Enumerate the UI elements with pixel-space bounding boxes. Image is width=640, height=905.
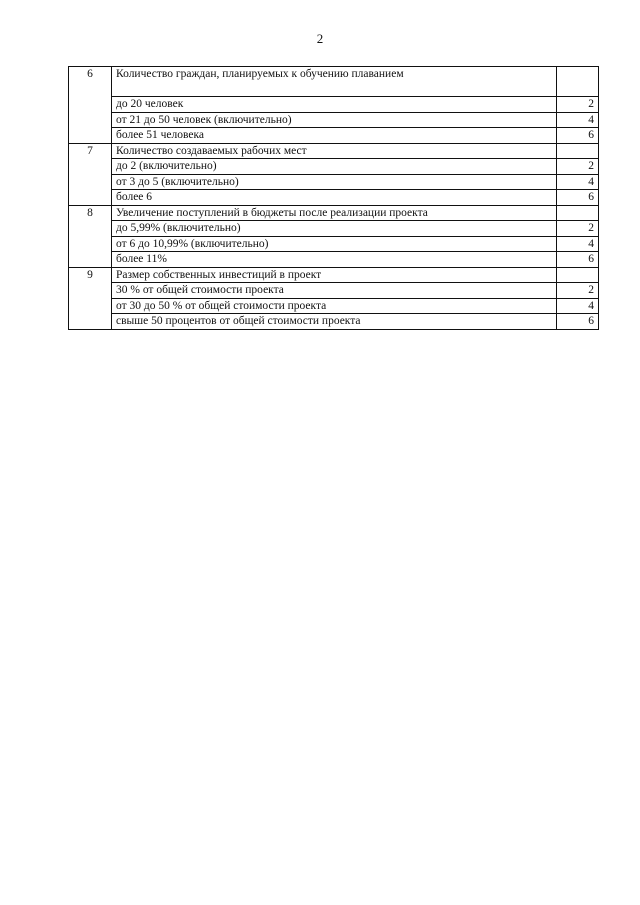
score-cell-empty — [557, 143, 599, 159]
table-row — [69, 190, 599, 206]
score-value: 2 — [557, 221, 599, 237]
criterion-title: Количество граждан, планируемых к обучению плаванием — [112, 67, 557, 97]
criterion-title: Размер собственных инвестиций в проект — [112, 267, 557, 283]
score-cell-empty — [557, 267, 599, 283]
table-row-criterion-title — [69, 67, 599, 97]
table-row — [69, 252, 599, 268]
table-row — [69, 283, 599, 299]
score-value: 2 — [557, 97, 599, 113]
table-row — [69, 314, 599, 330]
score-value: 4 — [557, 112, 599, 128]
score-value: 6 — [557, 190, 599, 206]
criterion-number: 8 — [69, 205, 112, 267]
table-row — [69, 298, 599, 314]
score-value: 4 — [557, 174, 599, 190]
table-row-criterion-title — [69, 143, 599, 159]
score-value: 2 — [557, 283, 599, 299]
option-text: от 30 до 50 % от общей стоимости проекта — [112, 298, 557, 314]
score-cell-empty — [557, 67, 599, 97]
option-text: свыше 50 процентов от общей стоимости проекта — [112, 314, 557, 330]
table-row — [69, 112, 599, 128]
option-text: до 2 (включительно) — [112, 159, 557, 175]
option-text: более 6 — [112, 190, 557, 206]
table-row — [69, 128, 599, 144]
score-value: 6 — [557, 252, 599, 268]
option-text: более 51 человека — [112, 128, 557, 144]
option-text: до 5,99% (включительно) — [112, 221, 557, 237]
criterion-title: Количество создаваемых рабочих мест — [112, 143, 557, 159]
table-row — [69, 236, 599, 252]
table-row-criterion-title — [69, 205, 599, 221]
criterion-title: Увеличение поступлений в бюджеты после реализации проекта — [112, 205, 557, 221]
option-text: 30 % от общей стоимости проекта — [112, 283, 557, 299]
table-row — [69, 97, 599, 113]
score-value: 6 — [557, 128, 599, 144]
score-cell-empty — [557, 205, 599, 221]
score-value: 4 — [557, 236, 599, 252]
score-value: 4 — [557, 298, 599, 314]
option-text: до 20 человек — [112, 97, 557, 113]
table-row — [69, 221, 599, 237]
criterion-number: 7 — [69, 143, 112, 205]
option-text: от 3 до 5 (включительно) — [112, 174, 557, 190]
option-text: от 21 до 50 человек (включительно) — [112, 112, 557, 128]
criterion-number: 9 — [69, 267, 112, 329]
table-row — [69, 174, 599, 190]
criterion-number: 6 — [69, 67, 112, 144]
score-value: 6 — [557, 314, 599, 330]
page-number: 2 — [316, 31, 324, 46]
table-row-criterion-title — [69, 267, 599, 283]
option-text: более 11% — [112, 252, 557, 268]
score-value: 2 — [557, 159, 599, 175]
criteria-table — [68, 66, 599, 330]
table-row — [69, 159, 599, 175]
option-text: от 6 до 10,99% (включительно) — [112, 236, 557, 252]
